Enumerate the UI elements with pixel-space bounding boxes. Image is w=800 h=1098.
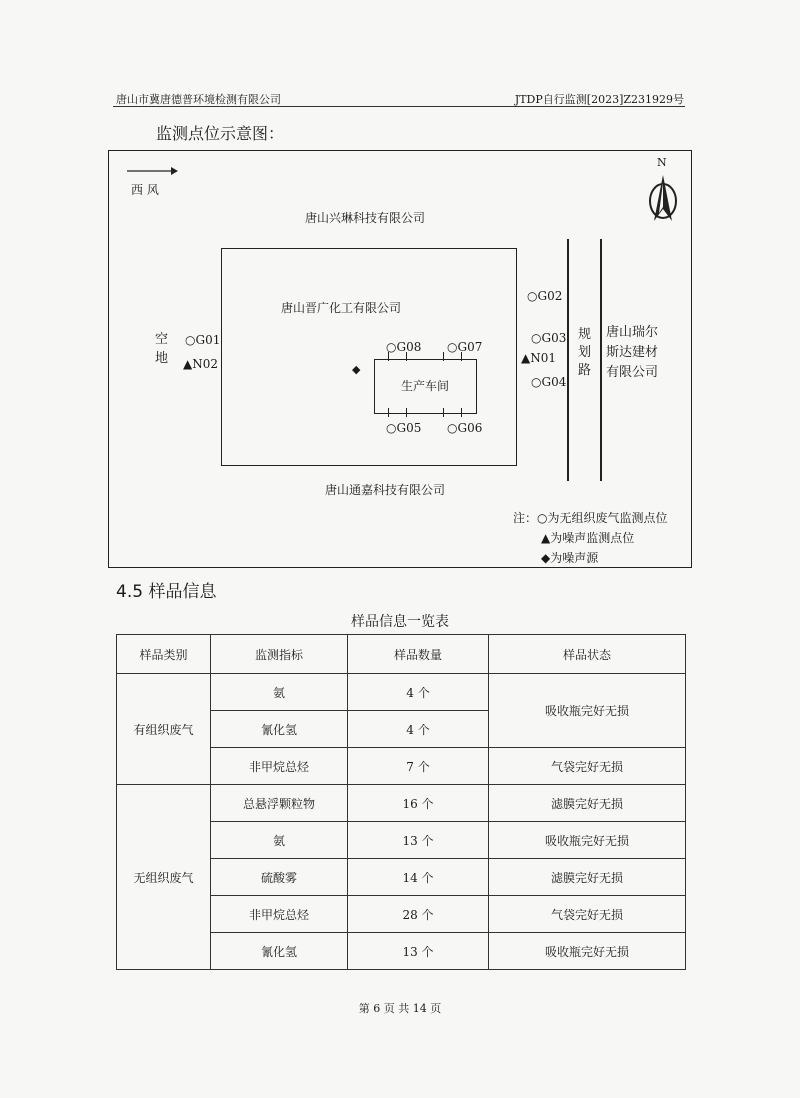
count-cell: 7 个 bbox=[348, 748, 489, 785]
status-cell: 滤膜完好无损 bbox=[489, 859, 686, 896]
road-west-edge bbox=[567, 239, 569, 481]
count-cell: 13 个 bbox=[348, 822, 489, 859]
point-g08: ○G08 bbox=[386, 340, 422, 354]
wind-label: 西 风 bbox=[131, 183, 159, 197]
point-n01: ▲N01 bbox=[521, 351, 557, 365]
noise-source-marker: ◆ bbox=[352, 363, 361, 376]
point-n02: ▲N02 bbox=[183, 357, 219, 371]
table-header-row bbox=[117, 635, 686, 674]
point-g04: ○G04 bbox=[531, 375, 567, 389]
indicator-cell: 非甲烷总烃 bbox=[211, 748, 348, 785]
road-label-1: 规 bbox=[578, 327, 592, 342]
count-cell: 14 个 bbox=[348, 859, 489, 896]
count-cell: 28 个 bbox=[348, 896, 489, 933]
monitoring-point-map bbox=[108, 150, 692, 568]
indicator-cell: 硫酸雾 bbox=[211, 859, 348, 896]
header-report-number: JTDP自行监测[2023]Z231929号 bbox=[514, 93, 684, 106]
status-cell: 吸收瓶完好无损 bbox=[489, 674, 686, 748]
count-cell: 16 个 bbox=[348, 785, 489, 822]
point-g01: ○G01 bbox=[185, 333, 221, 347]
east-company-line-1: 唐山瑞尔 bbox=[606, 325, 659, 340]
status-cell: 吸收瓶完好无损 bbox=[489, 933, 686, 970]
legend-diamond: ◆为噪声源 bbox=[541, 551, 599, 565]
legend-circle: 注：○为无组织废气监测点位 bbox=[513, 511, 668, 525]
east-company-line-3: 有限公司 bbox=[606, 365, 659, 380]
count-cell: 4 个 bbox=[348, 674, 489, 711]
header-count: 样品数量 bbox=[348, 635, 489, 674]
wind-arrow-icon bbox=[125, 165, 179, 177]
legend-triangle: ▲为噪声监测点位 bbox=[541, 531, 635, 545]
road-label-3: 路 bbox=[578, 363, 592, 378]
east-company-line-2: 斯达建材 bbox=[606, 345, 659, 360]
indicator-cell: 氰化氢 bbox=[211, 933, 348, 970]
indicator-cell: 非甲烷总烃 bbox=[211, 896, 348, 933]
north-label: N bbox=[657, 156, 667, 169]
south-company-label: 唐山通嘉科技有限公司 bbox=[325, 483, 446, 497]
status-cell: 气袋完好无损 bbox=[489, 748, 686, 785]
header-indicator: 监测指标 bbox=[211, 635, 348, 674]
table-title: 样品信息一览表 bbox=[351, 614, 449, 630]
status-cell: 滤膜完好无损 bbox=[489, 785, 686, 822]
header-rule bbox=[113, 106, 685, 107]
point-g02: ○G02 bbox=[527, 289, 563, 303]
north-arrow-icon bbox=[647, 169, 679, 227]
section-title: 4.5 样品信息 bbox=[116, 582, 217, 602]
main-company-label: 唐山晋广化工有限公司 bbox=[281, 301, 402, 315]
sample-info-table bbox=[116, 634, 686, 970]
indicator-cell: 总悬浮颗粒物 bbox=[211, 785, 348, 822]
header-category: 样品类别 bbox=[117, 635, 211, 674]
status-cell: 吸收瓶完好无损 bbox=[489, 822, 686, 859]
indicator-cell: 氨 bbox=[211, 822, 348, 859]
header-status: 样品状态 bbox=[489, 635, 686, 674]
status-cell: 气袋完好无损 bbox=[489, 896, 686, 933]
point-g07: ○G07 bbox=[447, 340, 483, 354]
header-company: 唐山市冀唐德普环境检测有限公司 bbox=[116, 93, 281, 106]
point-g03: ○G03 bbox=[531, 331, 567, 345]
indicator-cell: 氨 bbox=[211, 674, 348, 711]
indicator-cell: 氰化氢 bbox=[211, 711, 348, 748]
category-cell: 无组织废气 bbox=[117, 785, 211, 970]
count-cell: 4 个 bbox=[348, 711, 489, 748]
table-row bbox=[117, 674, 686, 711]
west-label-bottom: 地 bbox=[155, 351, 169, 366]
page-footer: 第 6 页 共 14 页 bbox=[358, 1002, 442, 1015]
count-cell: 13 个 bbox=[348, 933, 489, 970]
north-company-label: 唐山兴琳科技有限公司 bbox=[305, 211, 426, 225]
category-cell: 有组织废气 bbox=[117, 674, 211, 785]
table-row bbox=[117, 785, 686, 822]
map-title: 监测点位示意图： bbox=[156, 124, 285, 143]
west-label-top: 空 bbox=[155, 332, 169, 347]
road-label-2: 划 bbox=[578, 345, 592, 360]
point-g05: ○G05 bbox=[386, 421, 422, 435]
point-g06: ○G06 bbox=[447, 421, 483, 435]
road-east-edge bbox=[600, 239, 602, 481]
workshop-label: 生产车间 bbox=[401, 379, 450, 393]
